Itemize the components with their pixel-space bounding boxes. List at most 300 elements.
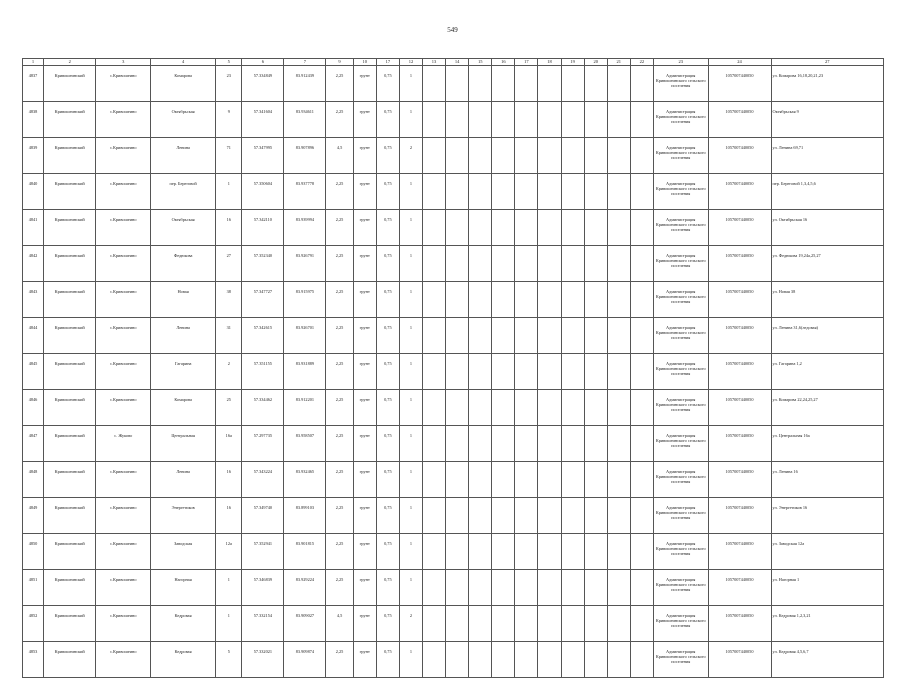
table-cell: ул. Октябрьская 16	[771, 210, 884, 246]
table-cell	[492, 498, 515, 534]
table-cell: 0,75	[376, 498, 399, 534]
table-cell: Администрация Кривошеинского сельского поселения	[653, 606, 708, 642]
table-row	[23, 210, 884, 246]
table-cell	[446, 282, 469, 318]
table-cell: 2,25	[326, 498, 353, 534]
table-cell	[492, 354, 515, 390]
table-cell: Комарова	[151, 390, 216, 426]
column-header: 16	[492, 59, 515, 66]
table-cell: 4,5	[326, 138, 353, 174]
table-row	[23, 462, 884, 498]
table-cell	[469, 102, 492, 138]
table-cell	[469, 318, 492, 354]
table-cell: 1	[216, 570, 242, 606]
table-cell	[607, 570, 630, 606]
table-cell: Ленина	[151, 462, 216, 498]
table-cell	[630, 282, 653, 318]
table-cell: 0,75	[376, 534, 399, 570]
table-cell	[469, 390, 492, 426]
table-cell	[515, 174, 538, 210]
table-cell	[492, 462, 515, 498]
table-cell: 1	[399, 282, 422, 318]
column-header: 19	[561, 59, 584, 66]
table-cell	[469, 210, 492, 246]
table-cell	[515, 462, 538, 498]
table-cell	[469, 282, 492, 318]
table-cell: 4849	[23, 498, 44, 534]
table-cell	[607, 138, 630, 174]
table-cell	[492, 174, 515, 210]
table-cell	[446, 462, 469, 498]
table-cell	[446, 102, 469, 138]
table-cell: ул. Кедровая 1,2,3,21	[771, 606, 884, 642]
table-cell: 0,75	[376, 462, 399, 498]
table-cell	[446, 354, 469, 390]
table-cell: 1	[399, 246, 422, 282]
table-cell: с.Кривошеино	[96, 390, 151, 426]
table-cell	[584, 606, 607, 642]
table-cell	[607, 426, 630, 462]
table-cell	[469, 138, 492, 174]
table-cell	[630, 318, 653, 354]
table-cell: 0,75	[376, 174, 399, 210]
table-cell	[584, 246, 607, 282]
table-cell	[584, 570, 607, 606]
column-header: 13	[422, 59, 445, 66]
table-cell: 0,75	[376, 642, 399, 678]
table-row	[23, 246, 884, 282]
table-cell: 57.343224	[242, 462, 284, 498]
table-cell	[469, 426, 492, 462]
page-number: 549	[447, 26, 458, 34]
table-cell	[607, 102, 630, 138]
table-row	[23, 606, 884, 642]
table-cell: 57.350604	[242, 174, 284, 210]
table-cell: 1057007440050	[708, 354, 771, 390]
table-cell: с.Кривошеино	[96, 642, 151, 678]
table-cell	[584, 354, 607, 390]
table-cell	[446, 606, 469, 642]
table-cell	[538, 174, 561, 210]
table-cell: ул. Кедровая 4,5,6,7	[771, 642, 884, 678]
register-table	[22, 58, 884, 678]
table-cell	[422, 606, 445, 642]
table-cell	[607, 462, 630, 498]
table-cell	[422, 462, 445, 498]
table-cell	[561, 462, 584, 498]
table-cell	[422, 282, 445, 318]
table-cell: 16	[216, 462, 242, 498]
table-cell: 2,25	[326, 102, 353, 138]
table-cell: 2,25	[326, 246, 353, 282]
table-cell: с.Кривошеино	[96, 606, 151, 642]
table-cell	[469, 66, 492, 102]
table-cell	[607, 174, 630, 210]
table-cell	[607, 642, 630, 678]
table-cell	[584, 534, 607, 570]
table-cell: Октябрьская 9	[771, 102, 884, 138]
table-row	[23, 534, 884, 570]
table-cell	[469, 498, 492, 534]
table-cell	[584, 642, 607, 678]
table-cell	[538, 102, 561, 138]
table-cell: 1057007440050	[708, 138, 771, 174]
column-header: 5	[216, 59, 242, 66]
table-cell	[584, 462, 607, 498]
table-cell	[446, 66, 469, 102]
table-cell	[515, 138, 538, 174]
table-cell: 83.926701	[284, 318, 326, 354]
table-cell: 57.334849	[242, 66, 284, 102]
table-cell: 83.901815	[284, 534, 326, 570]
table-cell: Кривошеинский	[44, 354, 96, 390]
table-cell: Центральная	[151, 426, 216, 462]
table-cell: 57.349740	[242, 498, 284, 534]
table-cell: грунт	[353, 318, 376, 354]
table-cell: 4838	[23, 102, 44, 138]
table-cell	[469, 642, 492, 678]
table-cell: 83.909027	[284, 606, 326, 642]
table-row	[23, 642, 884, 678]
table-cell	[607, 354, 630, 390]
table-cell: 31	[216, 318, 242, 354]
table-cell	[422, 138, 445, 174]
table-cell: Кривошеинский	[44, 318, 96, 354]
table-cell	[607, 246, 630, 282]
table-cell	[538, 498, 561, 534]
table-cell	[515, 66, 538, 102]
table-cell: 83.931889	[284, 354, 326, 390]
table-cell: Ленина	[151, 138, 216, 174]
table-cell	[561, 606, 584, 642]
table-cell: Администрация Кривошеинского сельского поселения	[653, 426, 708, 462]
table-cell: 4850	[23, 534, 44, 570]
table-cell	[561, 66, 584, 102]
table-cell	[422, 246, 445, 282]
table-cell: 57.332021	[242, 642, 284, 678]
table-cell	[630, 534, 653, 570]
table-cell: 2,25	[326, 66, 353, 102]
column-header: 12	[399, 59, 422, 66]
table-cell	[422, 66, 445, 102]
table-cell: Кривошеинский	[44, 534, 96, 570]
table-cell: 1057007440050	[708, 210, 771, 246]
table-cell	[538, 642, 561, 678]
table-cell: Кривошеинский	[44, 102, 96, 138]
table-cell: с.Кривошеино	[96, 174, 151, 210]
table-cell: Администрация Кривошеинского сельского поселения	[653, 210, 708, 246]
table-cell	[515, 210, 538, 246]
table-cell: 0,75	[376, 426, 399, 462]
table-cell	[492, 642, 515, 678]
table-cell: Администрация Кривошеинского сельского поселения	[653, 642, 708, 678]
table-cell: с.Кривошеино	[96, 66, 151, 102]
table-cell: с.Кривошеино	[96, 354, 151, 390]
table-cell	[630, 174, 653, 210]
table-cell: Администрация Кривошеинского сельского поселения	[653, 66, 708, 102]
table-cell	[630, 354, 653, 390]
table-cell: 83.926791	[284, 246, 326, 282]
table-cell	[584, 390, 607, 426]
table-cell: 71	[216, 138, 242, 174]
table-cell: 4839	[23, 138, 44, 174]
table-cell	[561, 642, 584, 678]
table-cell: 1057007440050	[708, 282, 771, 318]
table-cell: пер. Береговой 1,3,4,5,6	[771, 174, 884, 210]
table-cell: с.Кривошеино	[96, 318, 151, 354]
table-cell: 57.342110	[242, 210, 284, 246]
table-cell	[561, 138, 584, 174]
table-cell: 83.909874	[284, 642, 326, 678]
table-cell	[538, 138, 561, 174]
table-cell: 4,5	[326, 606, 353, 642]
table-cell	[561, 498, 584, 534]
table-cell	[630, 426, 653, 462]
table-cell: 1057007440050	[708, 426, 771, 462]
table-cell	[630, 462, 653, 498]
table-cell	[515, 390, 538, 426]
table-cell	[515, 318, 538, 354]
table-cell: с.Кривошеино	[96, 534, 151, 570]
table-cell: Кривошеинский	[44, 570, 96, 606]
table-cell: ул. Ленина 16	[771, 462, 884, 498]
table-cell: Федюкова	[151, 246, 216, 282]
table-cell	[492, 282, 515, 318]
table-cell: 9	[216, 102, 242, 138]
table-cell: грунт	[353, 390, 376, 426]
table-row	[23, 174, 884, 210]
table-cell: 16	[216, 210, 242, 246]
table-cell: грунт	[353, 642, 376, 678]
table-cell	[515, 282, 538, 318]
table-cell	[422, 534, 445, 570]
table-cell: ул. Нагорная 1	[771, 570, 884, 606]
column-header: 7	[284, 59, 326, 66]
table-cell: 1	[399, 354, 422, 390]
column-header: 14	[446, 59, 469, 66]
table-cell: 1057007440050	[708, 462, 771, 498]
column-header: 23	[653, 59, 708, 66]
table-cell: 4844	[23, 318, 44, 354]
table-cell: ул. Новая 38	[771, 282, 884, 318]
table-cell	[422, 174, 445, 210]
table-cell	[630, 138, 653, 174]
table-cell: 5	[216, 642, 242, 678]
table-cell: 1	[216, 174, 242, 210]
table-cell: грунт	[353, 498, 376, 534]
table-cell: 0,75	[376, 570, 399, 606]
table-cell: 1	[399, 102, 422, 138]
table-cell	[607, 390, 630, 426]
table-cell: 4853	[23, 642, 44, 678]
table-cell: 0,75	[376, 354, 399, 390]
table-cell	[422, 390, 445, 426]
table-cell	[422, 210, 445, 246]
table-cell	[538, 282, 561, 318]
table-cell: Октябрьская	[151, 102, 216, 138]
table-cell: Гагарина	[151, 354, 216, 390]
table-cell: 83.934611	[284, 102, 326, 138]
table-cell: 2,25	[326, 534, 353, 570]
table-cell: 1057007440050	[708, 318, 771, 354]
table-cell: 0,75	[376, 246, 399, 282]
table-cell	[446, 174, 469, 210]
table-cell: 4837	[23, 66, 44, 102]
table-cell	[630, 210, 653, 246]
table-cell: грунт	[353, 246, 376, 282]
table-cell: 57.346839	[242, 570, 284, 606]
table-cell	[446, 426, 469, 462]
table-cell	[538, 210, 561, 246]
table-cell: 4840	[23, 174, 44, 210]
table-cell: 4846	[23, 390, 44, 426]
table-cell: 0,75	[376, 282, 399, 318]
table-cell	[584, 174, 607, 210]
table-cell: 12а	[216, 534, 242, 570]
table-cell	[492, 318, 515, 354]
column-header: 2	[44, 59, 96, 66]
column-header: 6	[242, 59, 284, 66]
table-cell: 4847	[23, 426, 44, 462]
table-cell: с.Кривошеино	[96, 246, 151, 282]
table-cell	[492, 606, 515, 642]
table-cell: 1057007440050	[708, 390, 771, 426]
column-header: 17	[515, 59, 538, 66]
table-cell: Администрация Кривошеинского сельского поселения	[653, 390, 708, 426]
table-cell	[584, 138, 607, 174]
table-cell: Администрация Кривошеинского сельского поселения	[653, 102, 708, 138]
table-cell	[630, 246, 653, 282]
table-cell: 2,25	[326, 210, 353, 246]
table-cell	[607, 282, 630, 318]
table-cell: 1	[399, 174, 422, 210]
table-cell: грунт	[353, 426, 376, 462]
table-cell	[538, 606, 561, 642]
table-cell	[630, 498, 653, 534]
table-cell: 57.341604	[242, 102, 284, 138]
table-cell	[538, 534, 561, 570]
table-cell	[515, 570, 538, 606]
table-cell: 2,25	[326, 318, 353, 354]
table-cell: 1057007440050	[708, 498, 771, 534]
table-cell: 16	[216, 498, 242, 534]
table-cell: грунт	[353, 282, 376, 318]
table-cell	[446, 318, 469, 354]
table-cell: Администрация Кривошеинского сельского поселения	[653, 534, 708, 570]
table-cell: 83.937778	[284, 174, 326, 210]
table-cell: с.Кривошеино	[96, 282, 151, 318]
table-cell: 83.912201	[284, 390, 326, 426]
table-cell	[515, 246, 538, 282]
table-cell: 4851	[23, 570, 44, 606]
table-cell: 27	[216, 246, 242, 282]
table-cell	[515, 498, 538, 534]
table-cell: Октябрьская	[151, 210, 216, 246]
table-cell: Администрация Кривошеинского сельского поселения	[653, 354, 708, 390]
table-cell: 57.351155	[242, 354, 284, 390]
table-cell: 0,75	[376, 210, 399, 246]
table-cell	[538, 318, 561, 354]
table-cell: 0,75	[376, 390, 399, 426]
table-cell: Кривошеинский	[44, 138, 96, 174]
table-cell: грунт	[353, 462, 376, 498]
column-header: 1	[23, 59, 44, 66]
table-cell	[538, 390, 561, 426]
column-header: 9	[326, 59, 353, 66]
table-cell	[469, 570, 492, 606]
table-cell	[561, 246, 584, 282]
table-cell: 57.332154	[242, 606, 284, 642]
table-row	[23, 570, 884, 606]
table-cell	[584, 318, 607, 354]
table-cell: Администрация Кривошеинского сельского поселения	[653, 570, 708, 606]
table-cell	[538, 66, 561, 102]
table-cell: Кривошеинский	[44, 246, 96, 282]
table-cell	[422, 102, 445, 138]
table-cell: 2,25	[326, 642, 353, 678]
column-header: 24	[708, 59, 771, 66]
table-cell: Энергетиков	[151, 498, 216, 534]
table-cell	[584, 282, 607, 318]
table-cell: грунт	[353, 210, 376, 246]
table-cell	[492, 570, 515, 606]
table-row	[23, 390, 884, 426]
column-header: 20	[584, 59, 607, 66]
table-cell	[422, 642, 445, 678]
table-cell	[469, 534, 492, 570]
table-cell: ул. Комарова 16,18,20,21,23	[771, 66, 884, 102]
table-cell	[538, 354, 561, 390]
table-cell: Кривошеинский	[44, 210, 96, 246]
table-cell: Кедровая	[151, 606, 216, 642]
table-cell	[561, 318, 584, 354]
table-cell	[469, 246, 492, 282]
table-cell: Администрация Кривошеинского сельского поселения	[653, 498, 708, 534]
column-header: 22	[630, 59, 653, 66]
table-cell: 1057007440050	[708, 246, 771, 282]
table-cell	[469, 462, 492, 498]
table-cell	[492, 426, 515, 462]
table-cell	[492, 138, 515, 174]
table-row	[23, 426, 884, 462]
table-cell	[561, 570, 584, 606]
table-cell: Заводская	[151, 534, 216, 570]
table-cell: 83.899103	[284, 498, 326, 534]
table-cell: ул. Центральная 16а	[771, 426, 884, 462]
table-cell	[584, 66, 607, 102]
column-header: 10	[353, 59, 376, 66]
table-cell	[607, 534, 630, 570]
table-cell	[422, 426, 445, 462]
table-cell: 83.907896	[284, 138, 326, 174]
table-cell: 1	[399, 498, 422, 534]
column-header: 18	[538, 59, 561, 66]
column-header: 21	[607, 59, 630, 66]
table-cell	[584, 426, 607, 462]
table-cell: грунт	[353, 174, 376, 210]
table-row	[23, 354, 884, 390]
table-cell: 1057007440050	[708, 102, 771, 138]
table-cell	[492, 390, 515, 426]
table-cell: 2	[399, 138, 422, 174]
table-cell: Администрация Кривошеинского сельского поселения	[653, 282, 708, 318]
table-cell: 2,25	[326, 462, 353, 498]
table-row	[23, 318, 884, 354]
table-cell	[561, 102, 584, 138]
table-row	[23, 138, 884, 174]
table-cell: 4842	[23, 246, 44, 282]
table-cell	[446, 390, 469, 426]
